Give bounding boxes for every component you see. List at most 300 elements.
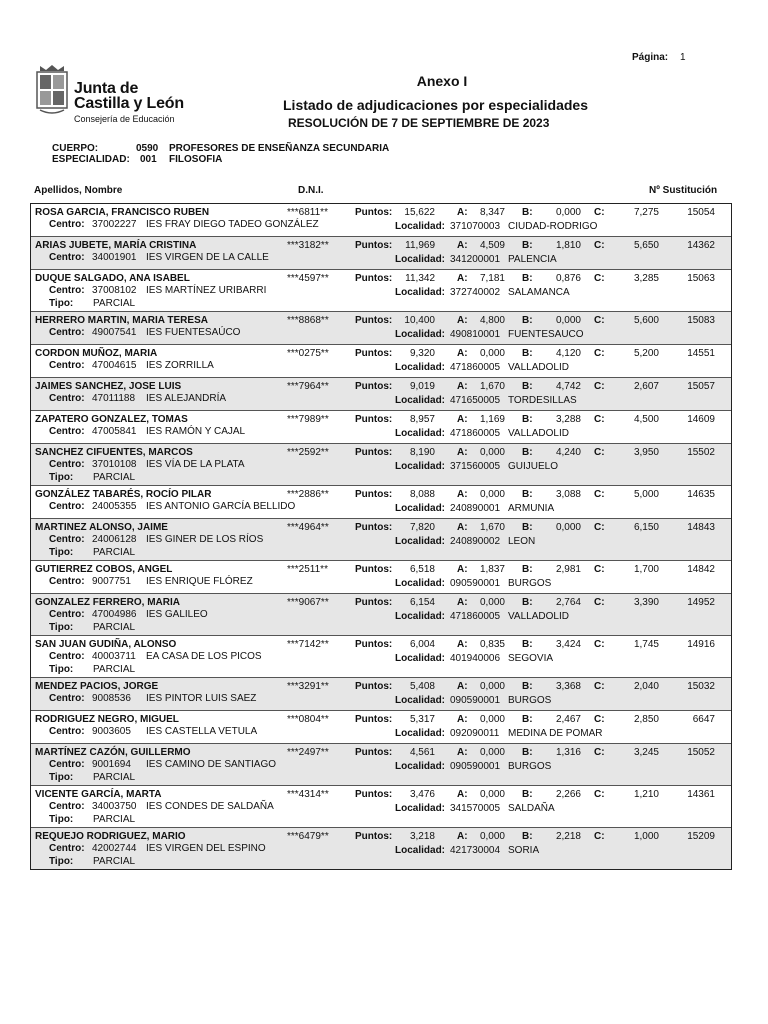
puntos-value: 6,004 xyxy=(409,639,435,650)
localidad-name: VALLADOLID xyxy=(508,611,569,622)
centro-label: Centro: xyxy=(49,285,85,296)
sustitucion-value: 14916 xyxy=(687,639,715,650)
a-value: 0,000 xyxy=(479,447,505,458)
cuerpo-label: CUERPO: xyxy=(52,143,99,154)
a-value: 0,000 xyxy=(479,831,505,842)
c-label: C: xyxy=(594,564,605,575)
list-item xyxy=(31,345,731,378)
puntos-value: 8,190 xyxy=(409,447,435,458)
c-value: 5,200 xyxy=(633,348,659,359)
b-value: 4,742 xyxy=(555,381,581,392)
b-label: B: xyxy=(522,414,533,425)
localidad-name: SALDAÑA xyxy=(508,803,555,814)
localidad-label: Localidad: xyxy=(395,653,446,664)
centro-code: 9008536 xyxy=(92,693,131,704)
localidad-name: BURGOS xyxy=(508,761,552,772)
a-value: 8,347 xyxy=(479,207,505,218)
c-label: C: xyxy=(594,747,605,758)
c-label: C: xyxy=(594,240,605,251)
sustitucion-value: 14635 xyxy=(687,489,715,500)
c-label: C: xyxy=(594,681,605,692)
a-value: 0,000 xyxy=(479,747,505,758)
centro-name: IES GINER DE LOS RÍOS xyxy=(146,534,264,545)
c-label: C: xyxy=(594,381,605,392)
candidate-name: ZAPATERO GONZALEZ, TOMAS xyxy=(35,414,188,425)
b-label: B: xyxy=(522,381,533,392)
puntos-value: 6,154 xyxy=(409,597,435,608)
b-value: 1,810 xyxy=(555,240,581,251)
sustitucion-value: 15063 xyxy=(687,273,715,284)
a-value: 1,670 xyxy=(479,522,505,533)
candidate-dni: ***2511** xyxy=(287,564,328,575)
tipo-label: Tipo: xyxy=(49,547,74,558)
localidad-code: 090590001 xyxy=(450,695,501,706)
localidad-code: 240890001 xyxy=(450,503,501,514)
centro-code: 40003711 xyxy=(92,651,136,662)
puntos-value: 3,476 xyxy=(409,789,435,800)
list-item xyxy=(31,312,731,345)
localidad-label: Localidad: xyxy=(395,287,446,298)
localidad-name: CIUDAD-RODRIGO xyxy=(508,221,598,232)
list-item xyxy=(31,519,731,561)
a-label: A: xyxy=(457,681,468,692)
puntos-value: 10,400 xyxy=(404,315,435,326)
puntos-label: Puntos: xyxy=(355,522,393,533)
candidate-name: MARTINEZ ALONSO, JAIME xyxy=(35,522,168,533)
tipo-label: Tipo: xyxy=(49,814,74,825)
centro-code: 47004615 xyxy=(92,360,137,371)
coat-of-arms-icon xyxy=(34,62,70,118)
b-label: B: xyxy=(522,522,533,533)
b-label: B: xyxy=(522,789,533,800)
puntos-label: Puntos: xyxy=(355,747,393,758)
annex-title: Anexo I xyxy=(416,73,468,89)
a-label: A: xyxy=(457,240,468,251)
a-value: 0,000 xyxy=(479,789,505,800)
candidate-dni: ***4964** xyxy=(287,522,329,533)
candidate-name: SANCHEZ CIFUENTES, MARCOS xyxy=(35,447,193,458)
especialidad-label: ESPECIALIDAD: xyxy=(52,154,130,165)
c-value: 5,600 xyxy=(633,315,659,326)
centro-label: Centro: xyxy=(49,576,85,587)
candidate-name: JAIMES SANCHEZ, JOSE LUIS xyxy=(35,381,182,392)
a-label: A: xyxy=(457,315,468,326)
puntos-value: 8,957 xyxy=(409,414,435,425)
localidad-label: Localidad: xyxy=(395,578,446,589)
logo-subline: Consejería de Educación xyxy=(74,114,175,124)
c-value: 1,700 xyxy=(633,564,659,575)
a-label: A: xyxy=(457,348,468,359)
candidate-dni: ***0275** xyxy=(287,348,329,359)
list-item xyxy=(31,411,731,444)
c-value: 1,000 xyxy=(633,831,659,842)
candidate-name: SAN JUAN GUDIÑA, ALONSO xyxy=(35,639,177,650)
puntos-label: Puntos: xyxy=(355,597,393,608)
localidad-label: Localidad: xyxy=(395,428,446,439)
b-value: 3,088 xyxy=(555,489,581,500)
centro-code: 9003605 xyxy=(92,726,131,737)
sustitucion-value: 15057 xyxy=(687,381,715,392)
b-value: 0,000 xyxy=(555,315,581,326)
localidad-label: Localidad: xyxy=(395,728,446,739)
candidate-dni: ***2886** xyxy=(287,489,329,500)
centro-label: Centro: xyxy=(49,219,85,230)
b-value: 1,316 xyxy=(555,747,581,758)
candidate-dni: ***2497** xyxy=(287,747,329,758)
centro-label: Centro: xyxy=(49,693,85,704)
a-label: A: xyxy=(457,273,468,284)
logo-line2: Castilla y León xyxy=(74,95,184,112)
puntos-label: Puntos: xyxy=(355,240,393,251)
resolution-line: RESOLUCIÓN DE 7 DE SEPTIEMBRE DE 2023 xyxy=(288,116,550,130)
centro-name: IES MARTÍNEZ URIBARRI xyxy=(146,285,267,296)
header-name: Apellidos, Nombre xyxy=(34,185,123,196)
a-label: A: xyxy=(457,639,468,650)
a-value: 4,509 xyxy=(479,240,505,251)
centro-name: IES ZORRILLA xyxy=(146,360,214,371)
c-value: 2,040 xyxy=(633,681,659,692)
sustitucion-value: 14362 xyxy=(687,240,715,251)
localidad-name: BURGOS xyxy=(508,695,552,706)
candidate-name: CORDON MUÑOZ, MARIA xyxy=(35,348,158,359)
a-value: 7,181 xyxy=(479,273,505,284)
list-item xyxy=(31,486,731,519)
b-label: B: xyxy=(522,240,533,251)
tipo-label: Tipo: xyxy=(49,664,74,675)
c-label: C: xyxy=(594,639,605,650)
localidad-name: SALAMANCA xyxy=(508,287,570,298)
puntos-value: 4,561 xyxy=(409,747,435,758)
localidad-label: Localidad: xyxy=(395,362,446,373)
localidad-code: 092090011 xyxy=(450,728,500,739)
localidad-label: Localidad: xyxy=(395,254,446,265)
sustitucion-value: 15209 xyxy=(687,831,715,842)
localidad-code: 471650005 xyxy=(450,395,501,406)
tipo-label: Tipo: xyxy=(49,772,74,783)
puntos-label: Puntos: xyxy=(355,273,393,284)
b-value: 0,000 xyxy=(555,522,581,533)
c-value: 2,850 xyxy=(633,714,659,725)
centro-label: Centro: xyxy=(49,726,85,737)
b-value: 0,876 xyxy=(555,273,581,284)
tipo-label: Tipo: xyxy=(49,856,74,867)
candidate-name: ARIAS JUBETE, MARÍA CRISTINA xyxy=(35,240,197,251)
logo-line1: Junta de xyxy=(74,80,139,97)
b-label: B: xyxy=(522,681,533,692)
c-label: C: xyxy=(594,207,605,218)
centro-name: IES ANTONIO GARCÍA BELLIDO xyxy=(146,501,296,512)
candidate-name: MARTÍNEZ CAZÓN, GUILLERMO xyxy=(35,747,191,758)
tipo-value: PARCIAL xyxy=(93,856,136,867)
a-label: A: xyxy=(457,597,468,608)
list-item xyxy=(31,828,731,869)
candidate-dni: ***6479** xyxy=(287,831,329,842)
c-label: C: xyxy=(594,714,605,725)
a-label: A: xyxy=(457,831,468,842)
localidad-name: GUIJUELO xyxy=(508,461,559,472)
centro-code: 34001901 xyxy=(92,252,137,263)
c-value: 3,245 xyxy=(633,747,659,758)
sustitucion-value: 15054 xyxy=(687,207,715,218)
list-item xyxy=(31,237,731,270)
centro-name: IES CASTELLA VETULA xyxy=(146,726,258,737)
a-value: 1,169 xyxy=(479,414,505,425)
candidate-name: GONZÁLEZ TABARÉS, ROCÍO PILAR xyxy=(35,489,212,500)
sustitucion-value: 14842 xyxy=(687,564,715,575)
localidad-label: Localidad: xyxy=(395,536,446,547)
centro-name: EA CASA DE LOS PICOS xyxy=(146,651,262,662)
c-value: 1,745 xyxy=(633,639,659,650)
tipo-value: PARCIAL xyxy=(93,472,136,483)
candidate-dni: ***3291** xyxy=(287,681,329,692)
sustitucion-value: 6647 xyxy=(692,714,715,725)
localidad-code: 090590001 xyxy=(450,578,501,589)
c-value: 3,285 xyxy=(633,273,659,284)
b-value: 2,981 xyxy=(555,564,581,575)
centro-code: 47005841 xyxy=(92,426,137,437)
localidad-code: 401940006 xyxy=(450,653,501,664)
centro-label: Centro: xyxy=(49,360,85,371)
a-value: 0,000 xyxy=(479,714,505,725)
header-sustitucion: Nº Sustitución xyxy=(649,185,718,196)
b-value: 2,467 xyxy=(555,714,581,725)
puntos-label: Puntos: xyxy=(355,348,393,359)
b-value: 4,120 xyxy=(555,348,581,359)
b-value: 3,424 xyxy=(555,639,581,650)
puntos-label: Puntos: xyxy=(355,489,393,500)
localidad-name: VALLADOLID xyxy=(508,428,569,439)
localidad-code: 471860005 xyxy=(450,362,501,373)
a-label: A: xyxy=(457,207,468,218)
a-label: A: xyxy=(457,747,468,758)
localidad-code: 421730004 xyxy=(450,845,501,856)
document-subtitle: Listado de adjudicaciones por especialidades xyxy=(283,97,588,113)
header-dni: D.N.I. xyxy=(298,185,324,196)
b-label: B: xyxy=(522,831,533,842)
b-label: B: xyxy=(522,489,533,500)
centro-code: 47011188 xyxy=(92,393,136,404)
c-label: C: xyxy=(594,597,605,608)
centro-code: 9007751 xyxy=(92,576,131,587)
c-label: C: xyxy=(594,273,605,284)
centro-label: Centro: xyxy=(49,426,85,437)
localidad-code: 490810001 xyxy=(450,329,501,340)
localidad-label: Localidad: xyxy=(395,395,446,406)
candidate-dni: ***7964** xyxy=(287,381,329,392)
localidad-name: FUENTESAUCO xyxy=(508,329,584,340)
list-item xyxy=(31,270,731,312)
sustitucion-value: 14361 xyxy=(687,789,715,800)
puntos-value: 5,317 xyxy=(409,714,435,725)
b-value: 2,218 xyxy=(555,831,581,842)
centro-label: Centro: xyxy=(49,534,85,545)
centro-name: IES FRAY DIEGO TADEO GONZÁLEZ xyxy=(146,219,319,230)
sustitucion-value: 14952 xyxy=(687,597,715,608)
cuerpo-code: 0590 xyxy=(136,143,159,154)
localidad-code: 341200001 xyxy=(450,254,501,265)
b-value: 2,764 xyxy=(555,597,581,608)
localidad-code: 471860005 xyxy=(450,611,501,622)
a-label: A: xyxy=(457,447,468,458)
centro-name: IES VIRGEN DEL ESPINO xyxy=(146,843,266,854)
puntos-label: Puntos: xyxy=(355,447,393,458)
a-value: 4,800 xyxy=(479,315,505,326)
puntos-label: Puntos: xyxy=(355,381,393,392)
centro-label: Centro: xyxy=(49,501,85,512)
centro-code: 34003750 xyxy=(92,801,137,812)
puntos-value: 5,408 xyxy=(409,681,435,692)
b-label: B: xyxy=(522,564,533,575)
candidate-name: ROSA GARCIA, FRANCISCO RUBEN xyxy=(35,207,210,218)
centro-code: 37010108 xyxy=(92,459,137,470)
centro-name: IES RAMÓN Y CAJAL xyxy=(146,426,246,437)
candidate-dni: ***0804** xyxy=(287,714,329,725)
b-label: B: xyxy=(522,597,533,608)
a-label: A: xyxy=(457,381,468,392)
b-value: 3,368 xyxy=(555,681,581,692)
centro-label: Centro: xyxy=(49,252,85,263)
centro-code: 9001694 xyxy=(92,759,131,770)
centro-name: IES VÍA DE LA PLATA xyxy=(146,459,245,470)
localidad-label: Localidad: xyxy=(395,845,446,856)
puntos-value: 8,088 xyxy=(409,489,435,500)
a-label: A: xyxy=(457,414,468,425)
localidad-code: 090590001 xyxy=(450,761,501,772)
candidate-dni: ***4597** xyxy=(287,273,329,284)
puntos-value: 9,320 xyxy=(409,348,435,359)
candidate-dni: ***6811** xyxy=(287,207,328,218)
sustitucion-value: 14843 xyxy=(687,522,715,533)
localidad-label: Localidad: xyxy=(395,329,446,340)
b-value: 0,000 xyxy=(555,207,581,218)
localidad-label: Localidad: xyxy=(395,803,446,814)
centro-code: 37008102 xyxy=(92,285,137,296)
list-item xyxy=(31,744,731,786)
a-value: 1,837 xyxy=(479,564,505,575)
a-value: 0,835 xyxy=(479,639,505,650)
centro-label: Centro: xyxy=(49,843,85,854)
centro-code: 49007541 xyxy=(92,327,137,338)
c-label: C: xyxy=(594,414,605,425)
candidate-dni: ***2592** xyxy=(287,447,329,458)
puntos-label: Puntos: xyxy=(355,639,393,650)
centro-name: IES CAMINO DE SANTIAGO xyxy=(146,759,277,770)
c-value: 3,950 xyxy=(633,447,659,458)
puntos-value: 11,342 xyxy=(405,273,435,284)
especialidad-code: 001 xyxy=(140,154,157,165)
centro-code: 47004986 xyxy=(92,609,137,620)
puntos-label: Puntos: xyxy=(355,414,393,425)
localidad-name: PALENCIA xyxy=(508,254,557,265)
centro-label: Centro: xyxy=(49,393,85,404)
puntos-label: Puntos: xyxy=(355,681,393,692)
centro-label: Centro: xyxy=(49,801,85,812)
list-item xyxy=(31,204,731,237)
puntos-label: Puntos: xyxy=(355,207,393,218)
candidate-name: RODRIGUEZ NEGRO, MIGUEL xyxy=(35,714,179,725)
sustitucion-value: 15052 xyxy=(687,747,715,758)
a-label: A: xyxy=(457,522,468,533)
localidad-label: Localidad: xyxy=(395,611,446,622)
candidate-name: VICENTE GARCÍA, MARTA xyxy=(35,789,162,800)
list-item xyxy=(31,594,731,636)
candidate-dni: ***8868** xyxy=(287,315,329,326)
c-value: 5,650 xyxy=(633,240,659,251)
candidate-name: HERRERO MARTIN, MARIA TERESA xyxy=(35,315,208,326)
sustitucion-value: 15502 xyxy=(687,447,715,458)
c-value: 7,275 xyxy=(633,207,659,218)
a-value: 0,000 xyxy=(479,348,505,359)
c-label: C: xyxy=(594,348,605,359)
c-label: C: xyxy=(594,489,605,500)
centro-name: IES PINTOR LUIS SAEZ xyxy=(146,693,257,704)
a-label: A: xyxy=(457,489,468,500)
c-label: C: xyxy=(594,831,605,842)
sustitucion-value: 14551 xyxy=(687,348,715,359)
a-label: A: xyxy=(457,714,468,725)
centro-code: 24005355 xyxy=(92,501,137,512)
centro-name: IES CONDES DE SALDAÑA xyxy=(146,801,274,812)
b-label: B: xyxy=(522,207,533,218)
a-label: A: xyxy=(457,564,468,575)
b-label: B: xyxy=(522,747,533,758)
list-item xyxy=(31,636,731,678)
tipo-label: Tipo: xyxy=(49,472,74,483)
puntos-value: 7,820 xyxy=(409,522,435,533)
b-value: 2,266 xyxy=(555,789,581,800)
list-item xyxy=(31,444,731,486)
puntos-value: 9,019 xyxy=(409,381,435,392)
centro-label: Centro: xyxy=(49,759,85,770)
c-value: 3,390 xyxy=(633,597,659,608)
a-value: 0,000 xyxy=(479,681,505,692)
puntos-label: Puntos: xyxy=(355,831,393,842)
c-label: C: xyxy=(594,447,605,458)
tipo-value: PARCIAL xyxy=(93,622,136,633)
tipo-value: PARCIAL xyxy=(93,664,136,675)
list-item xyxy=(31,786,731,828)
puntos-label: Puntos: xyxy=(355,564,393,575)
b-label: B: xyxy=(522,639,533,650)
tipo-value: PARCIAL xyxy=(93,814,136,825)
localidad-name: BURGOS xyxy=(508,578,552,589)
candidate-dni: ***9067** xyxy=(287,597,329,608)
adjudication-list xyxy=(30,203,732,870)
localidad-label: Localidad: xyxy=(395,695,446,706)
localidad-code: 371070003 xyxy=(450,221,501,232)
page-number: 1 xyxy=(680,52,686,63)
localidad-name: MEDINA DE POMAR xyxy=(508,728,603,739)
centro-code: 24006128 xyxy=(92,534,137,545)
b-label: B: xyxy=(522,348,533,359)
localidad-label: Localidad: xyxy=(395,761,446,772)
b-label: B: xyxy=(522,447,533,458)
tipo-label: Tipo: xyxy=(49,298,74,309)
list-item xyxy=(31,561,731,594)
b-label: B: xyxy=(522,714,533,725)
localidad-code: 341570005 xyxy=(450,803,501,814)
localidad-label: Localidad: xyxy=(395,503,446,514)
centro-name: IES VIRGEN DE LA CALLE xyxy=(146,252,269,263)
list-item xyxy=(31,711,731,744)
candidate-dni: ***3182** xyxy=(287,240,329,251)
list-item xyxy=(31,378,731,411)
candidate-dni: ***7989** xyxy=(287,414,329,425)
candidate-name: DUQUE SALGADO, ANA ISABEL xyxy=(35,273,190,284)
sustitucion-value: 15083 xyxy=(687,315,715,326)
centro-label: Centro: xyxy=(49,651,85,662)
puntos-value: 15,622 xyxy=(404,207,435,218)
